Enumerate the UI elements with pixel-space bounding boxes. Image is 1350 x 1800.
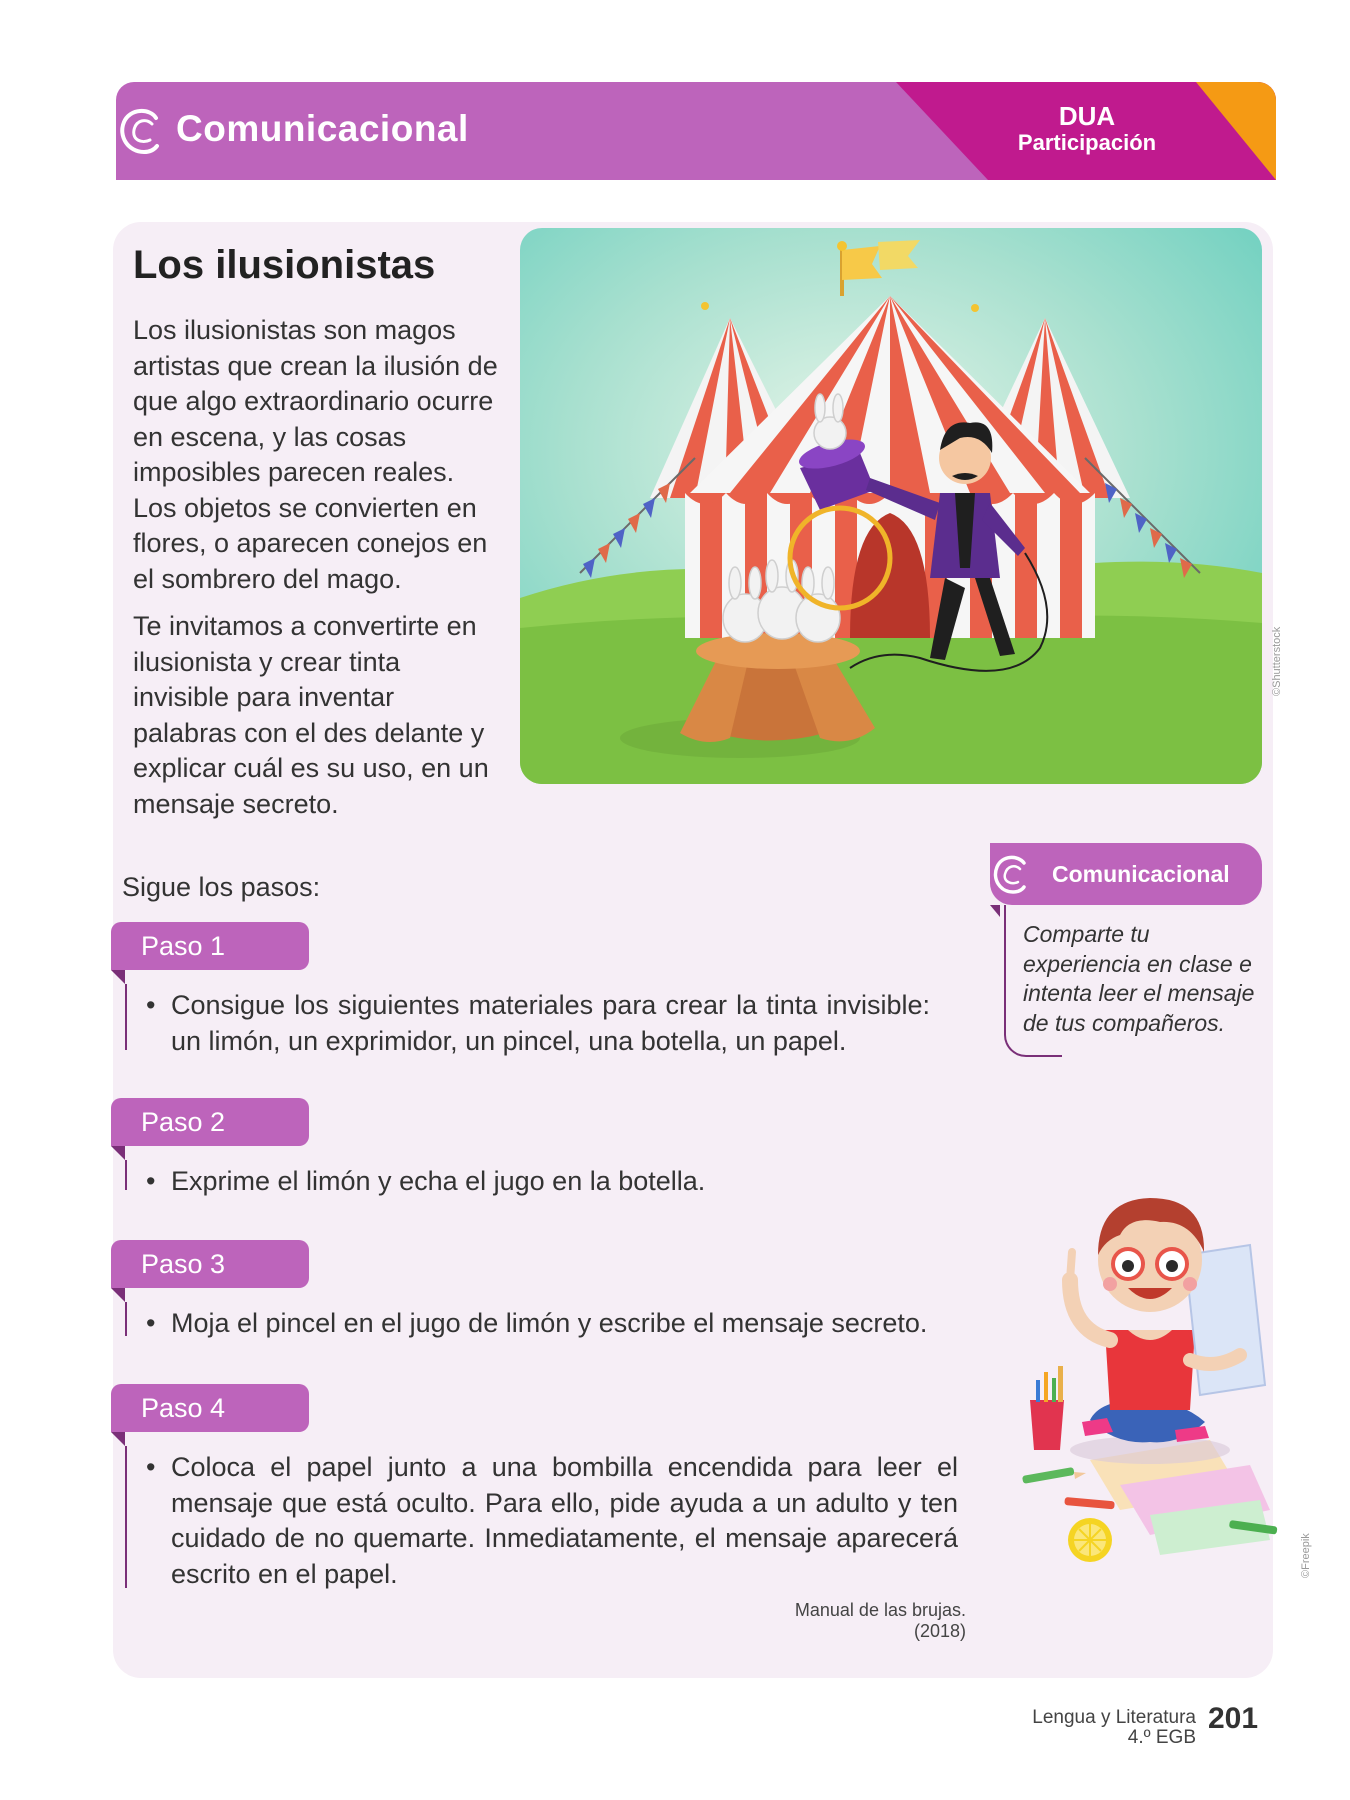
dua-label [1007, 102, 1167, 155]
step-3-text [146, 1306, 946, 1342]
step-3-line [125, 1302, 127, 1336]
intro-text [133, 313, 503, 834]
image-credit: ©Shutterstock [1271, 626, 1283, 696]
grade-label: 4.º EGB [1127, 1727, 1196, 1748]
bullet: • [146, 1166, 156, 1196]
step-3-tab: Paso 3 [111, 1240, 309, 1288]
side-note-tab [990, 843, 1262, 905]
side-note-text: Comparte tu experiencia en clase e intenta leer el mensaje de tus compañeros. [1023, 921, 1255, 1036]
bullet: • [146, 1452, 156, 1482]
step-4-text [146, 1450, 958, 1592]
step-2-tab: Paso 2 [111, 1098, 309, 1146]
bullet: • [146, 990, 156, 1020]
bullet: • [146, 1308, 156, 1338]
step-1-tab: Paso 1 [111, 922, 309, 970]
step-2-line [125, 1160, 127, 1190]
step-4-tab: Paso 4 [111, 1384, 309, 1432]
intro-paragraph-1: Los ilusionistas son magos artistas que crean la ilusión de que algo extraordinario ocurre en escena, y las cosas imposibles parecen reales. Los objetos se convierten en flores, o aparecen conejos en el sombrero del mago. [133, 315, 498, 594]
circus-illustration [520, 228, 1262, 784]
footer-subject [960, 1708, 1196, 1748]
dua-title: DUA [1058, 101, 1116, 131]
steps-intro: Sigue los pasos: [122, 872, 321, 902]
step-2-instruction: Exprime el limón y echa el jugo en la botella. [171, 1166, 706, 1196]
step-1-instruction: Consigue los siguientes materiales para crear la tinta invisible: un limón, un exprimidor, un pincel, una botella, un papel. [171, 990, 930, 1056]
intro-paragraph-2: Te invitamos a convertirte en ilusionista y crear tinta invisible para inventar palabras con el des delante y explicar cuál es su uso, en un mensaje secreto. [133, 611, 489, 819]
step-1-line [125, 984, 127, 1050]
child-illustration [1010, 1160, 1280, 1600]
source-citation: Manual de las brujas. (2018) [794, 1600, 966, 1641]
comunicacional-icon [990, 853, 1032, 897]
section-header [116, 82, 1276, 180]
step-2-text [146, 1164, 930, 1200]
step-3-instruction: Moja el pincel en el jugo de limón y escribe el mensaje secreto. [171, 1308, 928, 1338]
step-4-line [125, 1446, 127, 1588]
dua-subtitle: Participación [1017, 129, 1157, 155]
step-4-instruction: Coloca el papel junto a una bombilla encendida para leer el mensaje que está oculto. Para ello, pide ayuda a un adulto y ten cuidado de no quemarte. Inmediatamente, el mensaje aparecerá escrito en el papel. [171, 1452, 958, 1589]
kid-credit: ©Freepik [1300, 1533, 1312, 1578]
section-title: Comunicacional [176, 108, 469, 149]
lesson-title: Los ilusionistas [133, 243, 436, 287]
page-number: 201 [1208, 1702, 1259, 1735]
side-note-label: Comunicacional [1052, 861, 1230, 887]
comunicacional-icon [116, 104, 166, 158]
subject-name: Lengua y Literatura [1032, 1707, 1196, 1728]
step-1-text [146, 988, 930, 1059]
